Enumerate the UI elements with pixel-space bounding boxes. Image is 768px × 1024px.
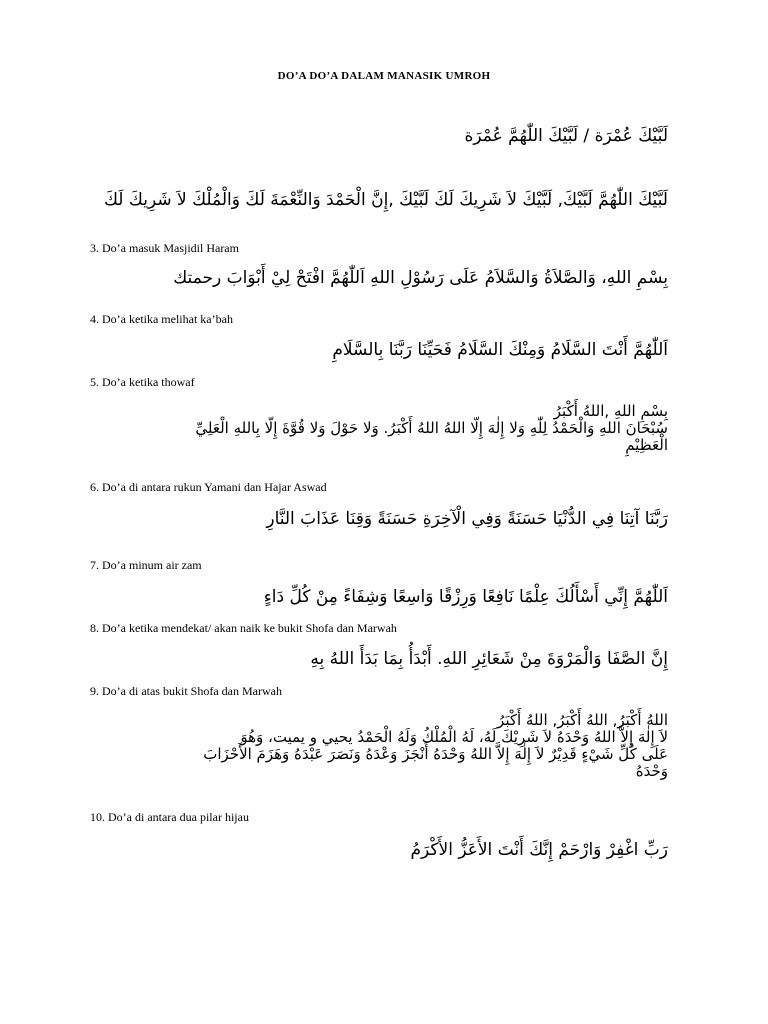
talbiyah-umrah-arabic: [90, 126, 668, 146]
arabic-line: عَلَى كُلِّ شَيْءٍ قَدِيْرٌ لاَ إِلٰهَ إِلاَّ اللهُ وَحْدَهُ أَنْجَزَ وَعْدَهُ وَنَصَرَ عَبْدَهُ وَهَزَمَ الأَحْزَابَ: [203, 745, 668, 763]
arabic-line: بِسْمِ اللهِ ,اللهُ أَكْبَرُ: [553, 402, 668, 420]
arabic-line: إِنَّ الصَّفَا وَالْمَرْوَةَ مِنْ شَعَائِرِ اللهِ. أَبْدَأُ بِمَا بَدَأَ اللهُ بِهِ: [310, 649, 668, 669]
section-5-arabic: [90, 403, 668, 454]
section-7-arabic: [90, 587, 668, 607]
section-6-heading: 6. Do’a di antara rukun Yamani dan Hajar Aswad: [90, 480, 327, 494]
arabic-line: بِسْمِ اللهِ، وَالصَّلاَةُ وَالسَّلاَمُ عَلَى رَسُوْلِ اللهِ اَللّٰهُمَّ افْتَحْ لِيْ أَبْوَابَ رحمتك: [173, 268, 668, 288]
section-3-arabic: [90, 268, 668, 288]
arabic-line: اللهُ أَكْبَرُ, اللهُ أَكْبَرُ, اللهُ أَكْبَرُ: [497, 711, 668, 729]
section-9-arabic: [90, 712, 668, 780]
section-8-arabic: [90, 649, 668, 669]
section-6-arabic: [90, 509, 668, 529]
section-10-heading: 10. Do’a di antara dua pilar hijau: [90, 810, 249, 824]
arabic-line: رَبِّ اغْفِرْ وَارْحَمْ إِنَّكَ أَنْتَ الأَعَزُّ الأَكْرَمُ: [410, 840, 668, 860]
arabic-line: لَبَّيْكَ اللّٰهُمَّ لَبَّيْكَ, لَبَّيْكَ لاَ شَرِيكَ لَكَ لَبَّيْكَ ,إِنَّ الْحَمْدَ وَالنِّعْمَةَ لَكَ وَالْمُلْكَ لاَ شَرِيكَ لَكَ: [103, 190, 668, 210]
section-9-heading: 9. Do’a di atas bukit Shofa dan Marwah: [90, 684, 282, 698]
section-8-heading: 8. Do’a ketika mendekat/ akan naik ke bukit Shofa dan Marwah: [90, 621, 397, 635]
section-4-arabic: [90, 340, 668, 360]
arabic-line: رَبَّنَا آتِنَا فِي الدُّنْيَا حَسَنَةً وَفِي الْآخِرَةِ حَسَنَةً وَقِنَا عَذَابَ النَّارِ: [266, 509, 668, 529]
section-10-arabic: [90, 840, 668, 860]
section-7-heading: 7. Do’a minum air zam: [90, 558, 202, 572]
arabic-line: اَللّٰهُمَّ أَنْتَ السَّلَامُ وَمِنْكَ السَّلَامُ فَحَيِّنَا رَبَّنَا بِالسَّلَامِ: [332, 340, 668, 360]
arabic-line: سُبْحَانَ اللهِ وَالْحَمْدُ لِلّٰهِ وَلا إِلٰهَ إِلّا اللهُ اللهُ أَكْبَرُ. وَلا حَوْلَ وَلا قُوَّةَ إِلّا بِاللهِ الْعَلِيِّ: [195, 419, 668, 437]
document-title: DO’A DO’A DALAM MANASIK UMROH: [277, 70, 491, 82]
arabic-line: اَللّٰهُمَّ إِنِّي أَسْأَلُكَ عِلْمًا نَافِعًا وَرِزْقًا وَاسِعًا وَشِفَاءً مِنْ كُلِّ دَاءٍ: [263, 587, 668, 607]
section-5-heading: 5. Do’a ketika thowaf: [90, 375, 195, 389]
arabic-line: لَبَّيْكَ عُمْرَة / لَبَّيْكَ اللّٰهُمَّ عُمْرَة: [464, 126, 668, 146]
arabic-line: وَحْدَهُ: [635, 762, 668, 780]
arabic-line: الْعَظِيْمِ: [625, 436, 668, 454]
talbiyah-arabic: [90, 190, 668, 210]
section-4-heading: 4. Do’a ketika melihat ka’bah: [90, 312, 233, 326]
section-3-heading: 3. Do’a masuk Masjidil Haram: [90, 241, 239, 255]
arabic-line: لاَ إِلٰهَ إِلاَّ اللهُ وَحْدَهُ لاَ شَرِيْكَ لَهُ، لَهُ الْمُلْكُ وَلَهُ الْحَمْدُ يحيي و يميت، وَهُوَ: [240, 728, 668, 746]
